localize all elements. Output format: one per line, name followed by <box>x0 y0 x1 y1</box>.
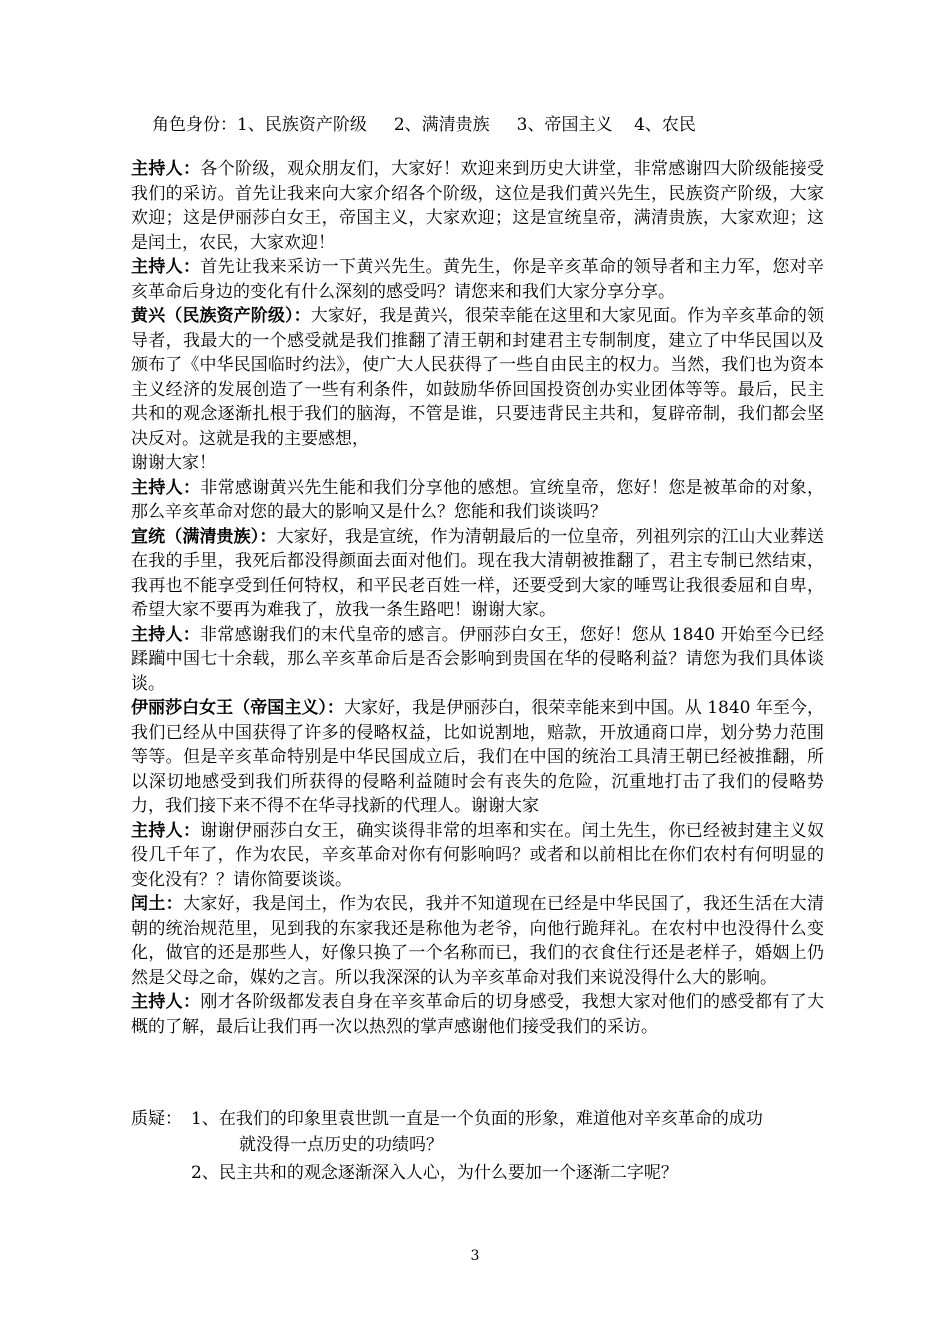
dialogue-paragraph <box>131 255 824 304</box>
doubt-question-1 <box>191 1106 831 1158</box>
dialogue-paragraph <box>131 990 824 1039</box>
dialogue-paragraph <box>131 157 824 255</box>
doubts-section <box>131 1106 831 1186</box>
speech-text: 首先让我来采访一下黄兴先生。黄先生，你是辛亥革命的领导者和主力军，您对辛亥革命后身边的变化有什么深刻的感受吗？请您来和我们大家分享分享。 <box>131 257 825 302</box>
speech-text: 谢谢大家！ <box>131 453 216 473</box>
speaker-label: 黄兴（民族资产阶级）： <box>131 306 311 326</box>
speech-text: 谢谢伊丽莎白女王，确实谈得非常的坦率和实在。闰土先生，你已经被封建主义奴役几千年了，作为农民，辛亥革命对你有何影响吗？或者和以前相比在你们农村有何明显的变化没有？？请你简要谈谈。 <box>131 820 825 890</box>
doubt-question-1-line1: 1、在我们的印象里袁世凯一直是一个负面的形象，难道他对辛亥革命的成功 <box>191 1109 763 1129</box>
dialogue-paragraph <box>131 304 824 451</box>
speech-text: 大家好，我是伊丽莎白，很荣幸能来到中国。从 1840 年至今，我们已经从中国获得了许多的侵略权益，比如说割地，赔款，开放通商口岸，划分势力范围等等。但是辛亥革命特别是中华民国成立后，我们在中国的统治工具清王朝已经被推翻，所以深切地感受到我们所获得的侵略利益随时会有丧失的危险，沉重地打击了我们的侵略势力，我们接下来不得不在华寻找新的代理人。谢谢大家 <box>131 698 825 816</box>
doubts-label: 质疑： <box>131 1109 182 1129</box>
speaker-label: 主持人： <box>131 624 201 645</box>
dialogue-paragraph <box>131 451 824 476</box>
dialogue-paragraph <box>131 892 824 990</box>
dialogue-paragraph <box>131 623 824 697</box>
speech-text: 大家好，我是宣统，作为清朝最后的一位皇帝，列祖列宗的江山大业葬送在我的手里，我死后都没得颜面去面对他们。现在我大清朝被推翻了，君主专制已然结束，我再也不能享受到任何特权，和平民老百姓一样，还要受到大家的唾骂让我很委屈和自卑，希望大家不要再为难我了，放我一条生路吧！谢谢大家。 <box>131 526 825 620</box>
dialogue-paragraph <box>131 696 824 819</box>
speech-text: 刚才各阶级都发表自身在辛亥革命后的切身感受，我想大家对他们的感受都有了大概的了解，最后让我们再一次以热烈的掌声感谢他们接受我们的采访。 <box>131 992 825 1037</box>
speaker-label: 主持人： <box>131 820 201 841</box>
speaker-label: 主持人： <box>131 159 201 179</box>
dialogue-body <box>131 157 824 1039</box>
speech-text: 各个阶级，观众朋友们，大家好！欢迎来到历史大讲堂，非常感谢四大阶级能接受我们的采访。首先让我来向大家介绍各个阶级，这位是我们黄兴先生，民族资产阶级，大家欢迎；这是伊丽莎白女王，帝国主义，大家欢迎；这是宣统皇帝，满清贵族，大家欢迎；这是闰土，农民，大家欢迎！ <box>131 159 825 253</box>
speaker-label: 主持人： <box>131 257 201 277</box>
speaker-label: 主持人： <box>131 992 201 1012</box>
dialogue-paragraph <box>131 476 824 525</box>
speech-text: 大家好，我是黄兴，很荣幸能在这里和大家见面。作为辛亥革命的领导者，我最大的一个感受就是我们推翻了清王朝和封建君主专制制度，建立了中华民国以及颁布了《中华民国临时约法》，使广大人民获得了一些自由民主的权力。当然，我们也为资本主义经济的发展创造了一些有利条件，如鼓励华侨回国投资创办实业团体等等。最后，民主共和的观念逐渐扎根于我们的脑海，不管是谁，只要违背民主共和，复辟帝制，我们都会坚决反对。这就是我的主要感想， <box>131 306 825 449</box>
speaker-label: 主持人： <box>131 477 201 498</box>
doubt-question-2: 2、民主共和的观念逐渐深入人心，为什么要加一个逐渐二字呢？ <box>191 1163 678 1183</box>
speech-text: 非常感谢我们的末代皇帝的感言。伊丽莎白女王，您好！您从 1840 开始至今已经蹂躏中国七十余载，那么辛亥革命后是否会影响到贵国在华的侵略利益？请您为我们具体谈谈。 <box>131 624 824 694</box>
dialogue-paragraph <box>131 525 824 623</box>
speaker-label: 伊丽莎白女王（帝国主义）： <box>131 698 344 718</box>
roles-line: 角色身份：1、民族资产阶级 2、满清贵族 3、帝国主义 4、农民 <box>152 115 696 135</box>
dialogue-paragraph <box>131 819 824 893</box>
speech-text: 非常感谢黄兴先生能和我们分享他的感想。宣统皇帝，您好！您是被革命的对象，那么辛亥革命对您的最大的影响又是什么？您能和我们谈谈吗？ <box>131 477 825 522</box>
speech-text: 大家好，我是闰土，作为农民，我并不知道现在已经是中华民国了，我还生活在大清朝的统治规范里，见到我的东家我还是称他为老爷，向他行跪拜礼。在农村中也没得什么变化，做官的还是那些人，好像只换了一个名称而已，我们的衣食住行还是老样子，婚姻上仍然是父母之命，媒妁之言。所以我深深的认为辛亥革命对我们来说没得什么大的影响。 <box>131 894 824 988</box>
speaker-label: 宣统（满清贵族）： <box>131 526 277 547</box>
page-number: 3 <box>470 1248 480 1264</box>
doubt-question-1-line2: 就没得一点历史的功绩吗？ <box>239 1135 443 1155</box>
speaker-label: 闰土： <box>131 894 183 914</box>
